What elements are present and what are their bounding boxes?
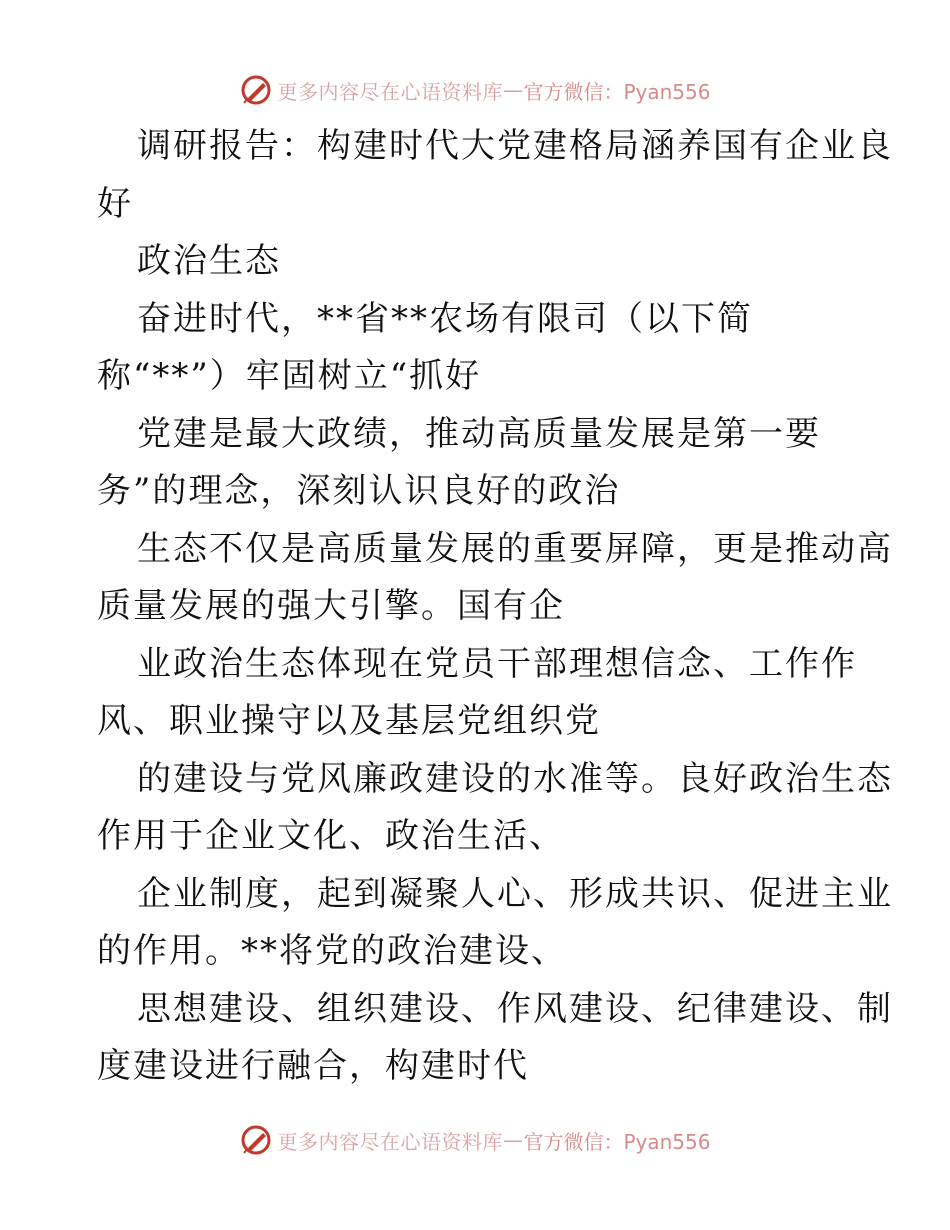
body-line: 称“**”）牢固树立“抓好 [97, 356, 482, 396]
body-line: 的作用。**将党的政治建设、 [97, 931, 567, 971]
body-line: 的建设与党风廉政建设的水准等。良好政治生态 [137, 758, 893, 799]
body-line: 生态不仅是高质量发展的重要屏障，更是推动高 [137, 528, 893, 569]
body-line: 企业制度，起到凝聚人心、形成共识、促进主业 [137, 873, 893, 914]
title-line-2: 好 [97, 183, 133, 224]
body-line: 奋进时代，**省**农场有限司（以下简 [137, 298, 753, 339]
body-line: 风、职业操守以及基层党组织党 [97, 701, 601, 741]
footer-dash: — [502, 1128, 524, 1152]
body-line: 业政治生态体现在党员干部理想信念、工作作 [137, 643, 857, 684]
document-body [97, 118, 893, 1096]
footer-brand-text: 更多内容尽在心语资料库 [277, 1129, 503, 1154]
body-line: 思想建设、组织建设、作风建设、纪律建设、制 [137, 988, 893, 1029]
header-brand-text: 更多内容尽在心语资料库 [277, 79, 503, 104]
title-line-3: 政治生态 [137, 241, 281, 281]
footer-wechat-text: 官方微信：Pyan556 [523, 1129, 711, 1154]
header-wechat-text: 官方微信：Pyan556 [523, 79, 711, 104]
body-line: 党建是最大政绩，推动高质量发展是第一要 [137, 413, 821, 454]
footer-watermark [0, 1120, 950, 1160]
title-line-1: 调研报告：构建时代大党建格局涵养国有企业良 [137, 126, 893, 166]
body-line: 务”的理念，深刻认识良好的政治 [97, 471, 621, 511]
quill-logo-icon [239, 73, 273, 107]
quill-logo-icon [239, 1123, 273, 1157]
body-line: 度建设进行融合，构建时代 [97, 1046, 529, 1086]
header-dash: — [502, 78, 524, 102]
body-line: 质量发展的强大引擎。国有企 [97, 586, 565, 626]
header-watermark [0, 70, 950, 110]
body-line: 作用于企业文化、政治生活、 [97, 816, 565, 856]
